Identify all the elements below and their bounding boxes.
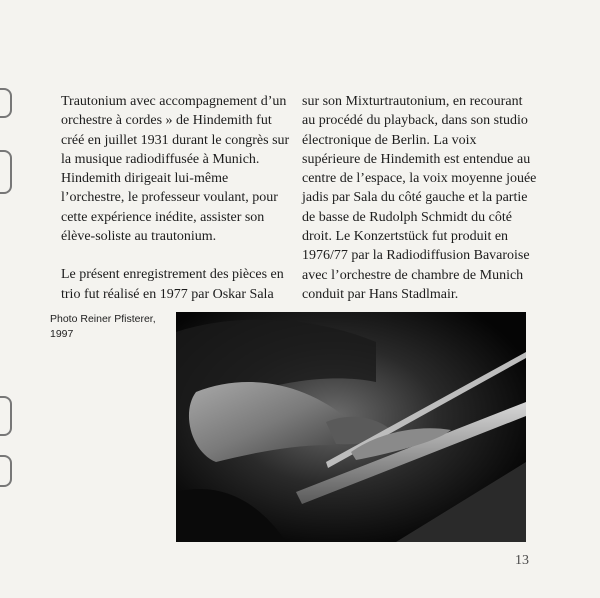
photo-caption: Photo Reiner Pfisterer, 1997 <box>50 313 156 340</box>
paragraph: Trautonium avec accompagnement d’un orchestre à cordes » de Hindemith fut créé en juillet 1931 durant le congrès sur la musique radiodiffusée à Munich. Hindemith dirigeait lui-même l’orchestre, le professeur voulant, pour cette expérience inédite, assister son élève-soliste au trautonium. <box>61 94 290 245</box>
binding-ring <box>0 150 12 194</box>
photo-hand-on-wire <box>176 312 526 542</box>
paragraph: sur son Mixturtrautonium, en recourant au procédé du playback, dans son studio électronique de Berlin. La voix supérieure de Hindemith est entendue au centre de l’espace, la voix moyenne jouée jadis par Sala du côté gauche et la partie de basse de Rudolph Schmidt du côté droit. Le Konzertstück fut produit en 1976/77 par la Radiodiffusion Bavaroise avec l’orchestre de chambre de Munich conduit par Hans Stadlmair. <box>302 94 537 302</box>
paragraph: Le présent enregistrement des pièces en trio fut réalisé en 1977 par Oskar Sala <box>61 267 284 302</box>
binding-ring <box>0 455 12 487</box>
binding-ring <box>0 396 12 436</box>
binding-ring <box>0 88 12 118</box>
photo <box>176 312 526 542</box>
page-number: 13 <box>515 553 529 568</box>
text-column-right <box>302 92 538 304</box>
text-column-left <box>61 92 293 304</box>
